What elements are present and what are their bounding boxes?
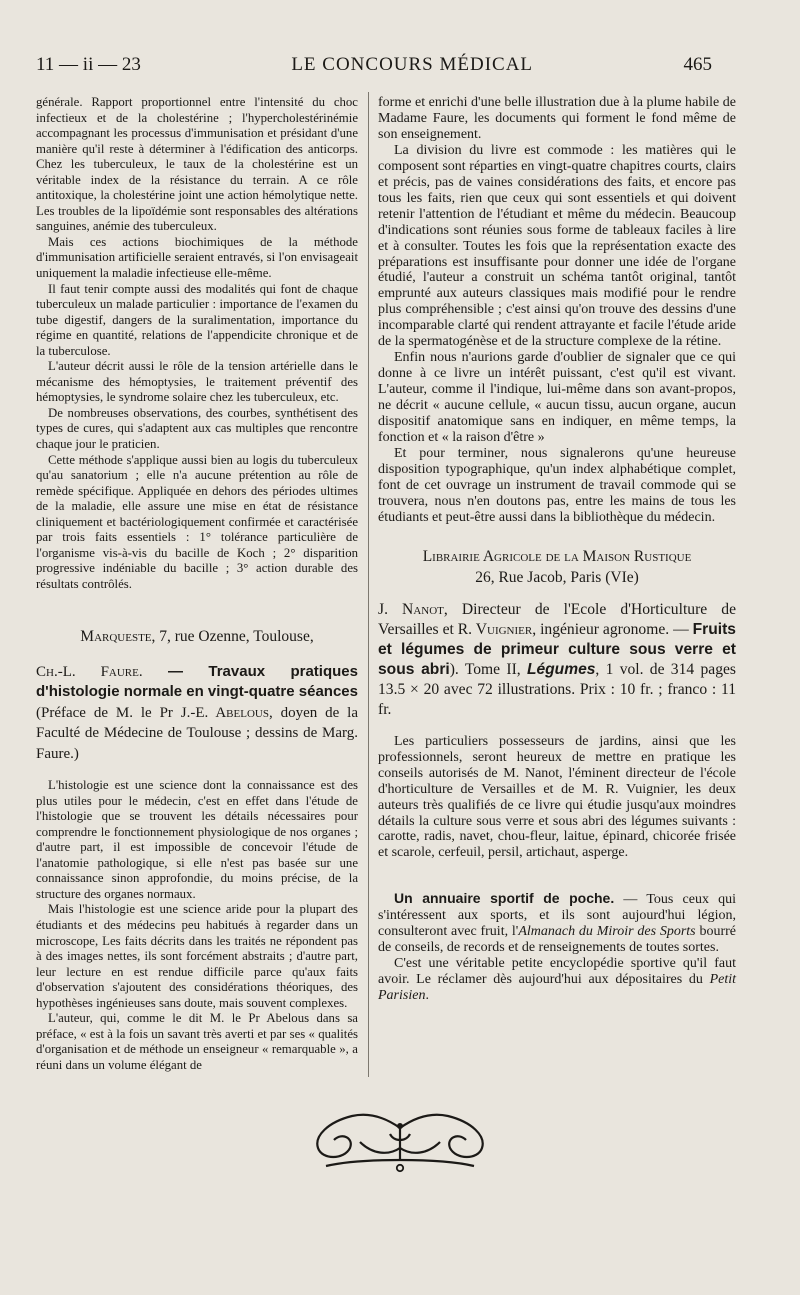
review1-paragraph: générale. Rapport proportionnel entre l'intensité du choc infectieux et de la cholestérine ; l'hypercholestérinémie accompagnant les processus d'immunisation et présidant d'une manière qu'il reste à déterminer à l'édification des anticorps. Chez les tuberculeux, le taux de la cholestérine est un véritable index de la résistance du terrain. A ce rôle antitoxique, la cholestérine joint une action hémolytique nette. Les troubles de la lipoïdémie sont responsables des altérations sanguines, anémie des tuberculeux. bbox=[36, 95, 358, 234]
review3-paragraph: Les particuliers possesseurs de jardins, ainsi que les professionnels, seront heureux de mettre en pratique les conseils autorisés de M. Nanot, l'éminent directeur de l'école d'horticulture de Versailles et de M. R. Vuignier, les deux auteurs très qualifiés de ce livre qui étudie jusqu'aux moindres détails la culture sous verre et sous abri des légumes suivants : carotte, radis, navet, chou-fleur, laitue, épinard, chicorée frisée et scarole, cerfeuil, persil, artichaut, asperge. bbox=[378, 733, 736, 861]
book3-details: , 1 vol. de 314 pages 13.5 × 20 avec 72 illustrations. Prix : 10 fr. ; franco : 11 fr. bbox=[378, 660, 736, 718]
sport-title: Un annuaire sportif de poche. bbox=[394, 890, 615, 907]
book-entry-legumes bbox=[378, 600, 736, 720]
review2-continued: forme et enrichi d'une belle illustration due à la plume habile de Madame Faure, les documents qui forment le fond même de son enseignement. bbox=[378, 95, 736, 142]
right-column bbox=[378, 95, 736, 1004]
book3-title: Fruits et légumes de primeur culture sous verre et sous abri bbox=[378, 620, 736, 678]
book3-coauthor: R. Vuignier bbox=[457, 620, 533, 638]
book-entry-histologie bbox=[36, 662, 358, 764]
book3-text: ). Tome II, bbox=[449, 660, 527, 678]
left-column bbox=[36, 95, 358, 1073]
publisher-name: Marqueste bbox=[80, 627, 152, 645]
sport-text: bourré de conseils, de records et de renseignements de toutes sortes. bbox=[378, 924, 736, 956]
review2-paragraph: L'histologie est une science dont la connaissance est des plus utiles pour le médecin, c'est en effet dans l'étude de l'histologie que se trouvent les détails nécessaires pour comprendre le fonctionnement physiologique de nos organes ; d'autre part, il est impossible de concevoir l'étude de l'anatomie pathologique, si elle n'est pas basée sur une connaissance sinon approfondie, du moins précise, de la structure des organes normaux. bbox=[36, 778, 358, 901]
book-author: Ch.-L. Faure. bbox=[36, 664, 143, 681]
review1-paragraph: De nombreuses observations, des courbes, synthétisent des types de cures, qui s'adaptent aux cas multiples que rencontre chaque jour le praticien. bbox=[36, 405, 358, 452]
publisher-address: , 7, rue Ozenne, Toulouse, bbox=[151, 627, 314, 645]
book3-text: , Directeur de l'Ecole d'Horticulture de Versailles et bbox=[378, 600, 736, 638]
review1-paragraph: Cette méthode s'applique aussi bien au logis du tuberculeux qu'au sanatorium ; elle n'a aucune prétention au rôle de remède spécifique. Appliquée en dehors des périodes ultimes de la maladie, elle assure une mise en état de résistance cliniquement et bactériologiquement confirmée et caractérisée par trois faits essentiels : 1° tolérance particulière de l'organisme vis-à-vis du bacille de Koch ; 2° disparition progressive indéniable du bacille ; 3° action durable des résultats contrôlés. bbox=[36, 452, 358, 591]
publisher2-heading bbox=[378, 546, 736, 588]
review2-continued: Et pour terminer, nous signalerons qu'une heureuse disposition typographique, qu'un index alphabétique complet, font de cet ouvrage un instrument de travail commode qui se trouvera, nous n'en doutons pas, entre les mains de tous les étudiants et peut-être aussi dans la bibliothèque du médecin. bbox=[378, 445, 736, 525]
decorative-ornament bbox=[300, 1108, 500, 1174]
book3-author: J. Nanot bbox=[378, 600, 444, 618]
publisher2-name: Librairie Agricole de la Maison Rustique bbox=[422, 547, 692, 565]
page-header bbox=[36, 50, 712, 80]
review1-paragraph: L'auteur décrit aussi le rôle de la tension artérielle dans le mécanisme des hémoptysies, le traitement préventif des hémoptysies, le syndrome solaire chez les tuberculeux, etc. bbox=[36, 359, 358, 405]
sport-paragraph bbox=[378, 891, 736, 956]
page-number: 465 bbox=[683, 54, 712, 75]
review1-paragraph: Mais ces actions biochimiques de la méthode d'immunisation artificielle seraient entravés, si l'on envisageait uniquement la maladie infectieuse elle-même. bbox=[36, 234, 358, 281]
review2-paragraph: Mais l'histologie est une science aride pour la plupart des étudiants et des médecins peu habitués à regarder dans un microscope, Les faits décrits dans les traités ne répondent pas à des images nettes, ils sont forcément abstraits ; d'autre part, leur lecture en est rendue difficile parce qu'aux faits d'observation s'ajoutent des considérations théoriques, des hypothèses ingénieuses sans doute, mais souvent complexes. bbox=[36, 902, 358, 1010]
journal-title: LE CONCOURS MÉDICAL bbox=[291, 54, 534, 75]
sport-paragraph-2 bbox=[378, 956, 736, 1004]
book-preface-rest: , doyen de la Faculté de Médecine de Toulouse ; dessins de Marg. Faure.) bbox=[36, 704, 359, 762]
publisher-heading bbox=[36, 629, 358, 645]
sport-text: . bbox=[425, 988, 429, 1004]
column-divider bbox=[368, 92, 369, 1077]
book-title: — Travaux pratiques d'histologie normale en vingt-quatre séances bbox=[36, 663, 358, 701]
review2-continued: Enfin nous n'aurions garde d'oublier de signaler que ce qui donne à ce livre un intérêt puissant, c'est qu'il est vivant. L'auteur, comme il l'indique, lui-même dans son avant-propos, ne décrit « aucune cellule, « aucun tissu, aucun organe, aucun dispositif anatomique sans en indiquer, en même temps, la fonction et « la raison d'être » bbox=[378, 350, 736, 446]
review2-paragraph: L'auteur, qui, comme le dit M. le Pr Abelous dans sa préface, « est à la fois un savant très averti et par ses « qualités d'organisation et de méthode un enseigneur « remarquable », a réuni dans un volume élégant de bbox=[36, 1011, 358, 1072]
review1-paragraph: Il faut tenir compte aussi des modalités qui font de chaque tuberculeux un malade particulier : importance de l'examen du tube digestif, dangers de la suralimentation, importance du régime en quantité, relations de l'appendicite chronique et de la tuberculose. bbox=[36, 281, 358, 358]
publisher2-address: 26, Rue Jacob, Paris (VIe) bbox=[475, 568, 639, 586]
review2-continued: La division du livre est commode : les matières qui le composent sont réparties en vingt-quatre chapitres courts, clairs et précis, pas de vaines considérations des faits, et encore pas tous les faits, rien que ceux qui sont essentiels et qui doivent retenir l'attention de l'étudiant et même du médecin. Beaucoup d'indications sont réunies sous forme de tableaux faciles à lire et à consulter. Toutes les fois que la représentation exacte des préparations est insuffisante pour donner une idée de l'organe étudié, l'auteur a construit un schéma tantôt original, tantôt emprunté aux auteurs classiques mais modifié pour le rendre plus compréhensible ; c'est ainsi qu'on trouve des dessins d'une incomparable clarté qui rendent attrayante et facile l'étude aride de la spermatogénèse et de la structure complexe de la rétine. bbox=[378, 142, 736, 350]
preface-author: J.-E. Abelous bbox=[180, 704, 269, 721]
book-preface: (Préface de M. le Pr bbox=[36, 704, 181, 721]
petit-parisien: Petit Parisien bbox=[378, 972, 736, 1004]
issue-date: 11 — ii — 23 bbox=[36, 54, 141, 75]
book3-tome: Légumes bbox=[526, 660, 596, 678]
sport-text: — Tous ceux qui s'intéressent aux sports, et ils sont aujourd'hui légion, consulteront avec fruit, l' bbox=[378, 892, 736, 940]
book3-text: , ingénieur agronome. — bbox=[532, 620, 693, 638]
sport-almanach: Almanach du Miroir des Sports bbox=[518, 924, 696, 940]
sport-text: C'est une véritable petite encyclopédie sportive qu'il faut avoir. Le réclamer dès aujourd'hui aux dépositaires du bbox=[378, 956, 736, 988]
